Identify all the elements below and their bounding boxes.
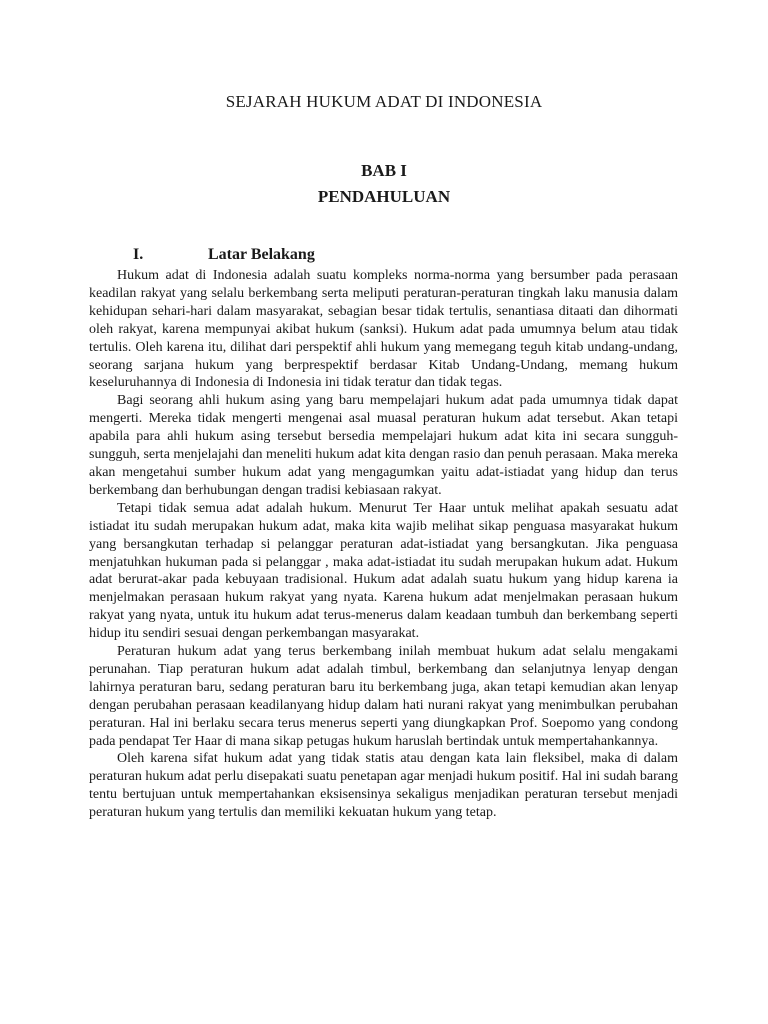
paragraph: Hukum adat di Indonesia adalah suatu kompleks norma-norma yang bersumber pada perasaan keadilan rakyat yang selalu berkembang serta meliputi peraturan-peraturan tingkah laku manusia dalam kehidupan sehari-hari dalam masyarakat, sebagian besar tidak tertulis, senantiasa ditaati dan dihormati oleh rakyat, karena mempunyai akibat hukum (sanksi). Hukum adat pada umumnya belum atau tidak tertulis. Oleh karena itu, dilihat dari perspektif ahli hukum yang memegang teguh kitab undang-undang, seorang sarjana hukum yang berprespektif berdasar Kitab Undang-Undang, memang hukum keseluruhannya di Indonesia di Indonesia ini tidak teratur dan tidak tegas. — [89, 268, 678, 391]
document-title: SEJARAH HUKUM ADAT DI INDONESIA — [225, 92, 543, 111]
paragraph: Tetapi tidak semua adat adalah hukum. Menurut Ter Haar untuk melihat apakah sesuatu adat istiadat itu sudah merupakan hukum adat, maka kita wajib melihat sikap penguasa masyarakat hukum yang bersangkutan terhadap si pelanggar peraturan adat-istiadat yang bersangkutan. Jika penguasa menjatuhkan hukuman pada si pelanggar , maka adat-istiadat itu sudah merupakan hukum adat. Hukum adat berurat-akar pada kebuyaan tradisional. Hukum adat adalah suatu hukum yang hidup karena ia menjelmakan perasaan hukum rakyat yang nyata. Karena hukum adat menjelmakan perasaan hukum rakyat yang nyata, untuk itu hukum adat terus-menerus dalam keadaan tumbuh dan berkembang seperti hidup itu sendiri sesuai dengan perkembangan masyarakat. — [89, 500, 678, 642]
chapter-heading — [0, 158, 768, 210]
section-title: Latar Belakang — [208, 246, 315, 263]
chapter-number: BAB I — [361, 161, 407, 180]
paragraph: Oleh karena sifat hukum adat yang tidak statis atau dengan kata lain fleksibel, maka di dalam peraturan hukum adat perlu disepakati suatu penetapan agar menjadi hukum positif. Hal ini sudah barang tentu bertujuan untuk mempertahankan eksisensinya sekaligus menjadikan peraturan tersebut menjadi peraturan hukum yang tertulis dan memiliki kekuatan hukum yang tetap. — [89, 751, 678, 821]
paragraph: Bagi seorang ahli hukum asing yang baru mempelajari hukum adat pada umumnya tidak dapat mengerti. Mereka tidak mengerti mengenai asal muasal peraturan hukum adat tersebut. Akan tetapi apabila para ahli hukum asing tersebut bersedia mempelajari hukum adat kita ini secara sungguh-sungguh, serta menjelajahi dan meneliti hukum adat kita dengan rasio dan penuh perasaan. Maka mereka akan mengetahui sumber hukum adat yang mengagumkan yaitu adat-istiadat yang hidup dan terus berkembang dan berhubungan dengan tradisi kebiasaan rakyat. — [89, 393, 678, 498]
section-heading — [133, 246, 315, 264]
paragraph: Peraturan hukum adat yang terus berkembang inilah membuat hukum adat selalu mengakami perunahan. Tiap peraturan hukum adat adalah timbul, berkembang dan selanjutnya lenyap dengan lahirnya peraturan baru, sedang peraturan baru itu berkembang juga, akan tetapi kemudian akan lenyap dengan perubahan perasaan keadilanyang hidup dalam hati nurani rakyat yang menimbulkan perubahan peraturan. Hal ini berlaku secara terus menerus seperti yang diungkapkan Prof. Soepomo yang condong pada pendapat Ter Haar di mana sikap petugas hukum haruslah bertindak untuk mempertahankannya. — [89, 644, 678, 749]
chapter-title: PENDAHULUAN — [317, 187, 451, 206]
section-number: I. — [133, 246, 144, 263]
body-text — [89, 267, 678, 822]
